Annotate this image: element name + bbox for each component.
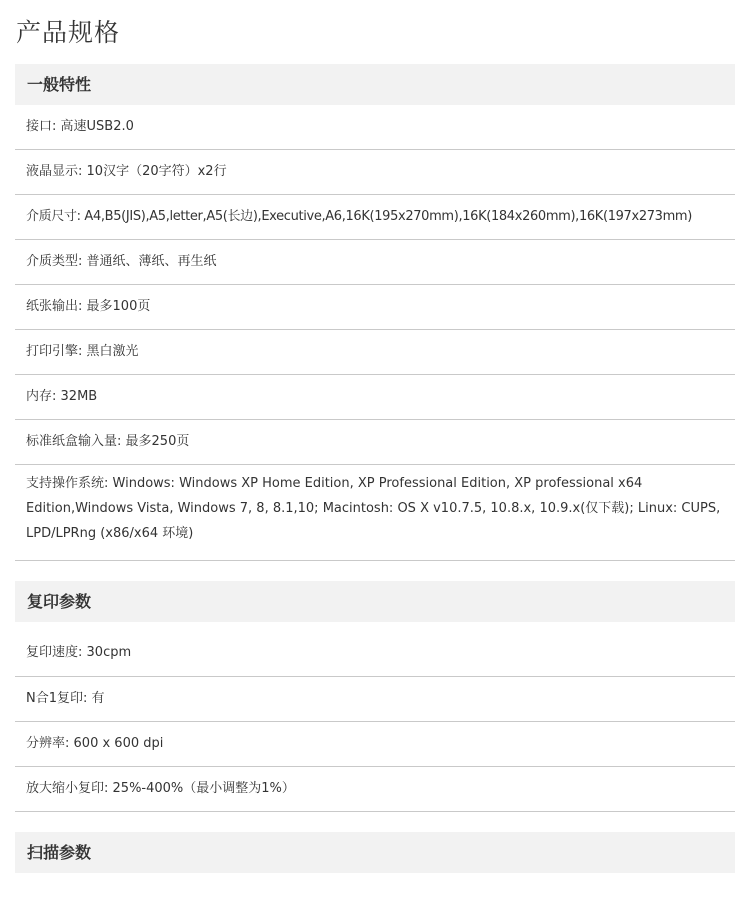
spec-value: A4,B5(JIS),A5,letter,A5(长边),Executive,A6,16K(195x270mm),16K(184x260mm),16K(197x273mm) <box>84 209 692 224</box>
section-spacer <box>15 812 735 832</box>
spec-row-print-engine <box>15 330 735 375</box>
spec-value: 30cpm <box>86 645 132 660</box>
spec-list <box>15 105 735 561</box>
section-scan <box>15 832 735 873</box>
spec-row-memory <box>15 375 735 420</box>
spec-separator: : <box>78 645 87 660</box>
spec-value: 高速USB2.0 <box>60 119 134 134</box>
spec-value: Windows: Windows XP Home Edition, XP Professional Edition, XP professional x64 Edition,Windows Vista, Windows 7, 8, 8.1,10; Macintosh: OS X v10.7.5, 10.8.x, 10.9.x(仅下载); Linux: CUPS, LPD/LPRng (x86/x64 环境) <box>26 476 721 541</box>
spec-label: 打印引擎 <box>26 344 79 359</box>
spec-label: 复印速度 <box>26 645 79 660</box>
spec-separator: : <box>76 209 85 224</box>
spec-separator: : <box>117 434 126 449</box>
spec-separator: : <box>78 344 87 359</box>
spec-row-media-type <box>15 240 735 285</box>
spec-value: 600 x 600 dpi <box>73 736 164 751</box>
section-spacer <box>15 561 735 581</box>
spec-label: 介质尺寸 <box>26 209 77 224</box>
spec-row-media-size <box>15 195 735 240</box>
spec-label: 接口 <box>26 119 53 134</box>
spec-value: 32MB <box>60 389 98 404</box>
spec-separator: : <box>52 119 61 134</box>
spec-label: 介质类型 <box>26 254 79 269</box>
section-heading: 扫描参数 <box>15 832 735 873</box>
spec-separator: : <box>52 389 61 404</box>
spec-value: 有 <box>91 691 105 706</box>
section-heading: 一般特性 <box>15 64 735 105</box>
spec-label: 液晶显示 <box>26 164 79 179</box>
page-title: 产品规格 <box>16 18 121 47</box>
spec-list <box>15 622 735 812</box>
spec-value: 最多250页 <box>125 434 190 449</box>
spec-row-tray-capacity <box>15 420 735 465</box>
spec-row-interface <box>15 105 735 150</box>
spec-label: 支持操作系统 <box>26 476 105 491</box>
spec-row-resolution <box>15 722 735 767</box>
spec-separator: : <box>104 781 113 796</box>
spec-separator: : <box>78 299 87 314</box>
spec-label: 分辨率 <box>26 736 66 751</box>
spec-label: 放大缩小复印 <box>26 781 105 796</box>
spec-row-n-in-1 <box>15 677 735 722</box>
spec-value: 25%-400%（最小调整为1%） <box>112 781 295 796</box>
spec-row-lcd <box>15 150 735 195</box>
section-copy <box>15 581 735 812</box>
spec-label: N合1复印 <box>26 691 83 706</box>
spec-value: 黑白激光 <box>86 344 139 359</box>
spec-row-copy-speed <box>15 622 735 677</box>
spec-value: 最多100页 <box>86 299 151 314</box>
spec-separator: : <box>78 164 87 179</box>
spec-value: 普通纸、薄纸、再生纸 <box>86 254 217 269</box>
spec-row-paper-output <box>15 285 735 330</box>
spec-label: 纸张输出 <box>26 299 79 314</box>
spec-value: 10汉字（20字符）x2行 <box>86 164 227 179</box>
spec-label: 标准纸盒输入量 <box>26 434 118 449</box>
spec-separator: : <box>83 691 92 706</box>
section-general <box>15 64 735 561</box>
spec-separator: : <box>65 736 74 751</box>
spec-separator: : <box>104 476 113 491</box>
spec-label: 内存 <box>26 389 53 404</box>
section-heading: 复印参数 <box>15 581 735 622</box>
spec-row-os-support <box>15 465 735 561</box>
spec-separator: : <box>78 254 87 269</box>
spec-container <box>15 64 735 873</box>
spec-row-zoom <box>15 767 735 812</box>
